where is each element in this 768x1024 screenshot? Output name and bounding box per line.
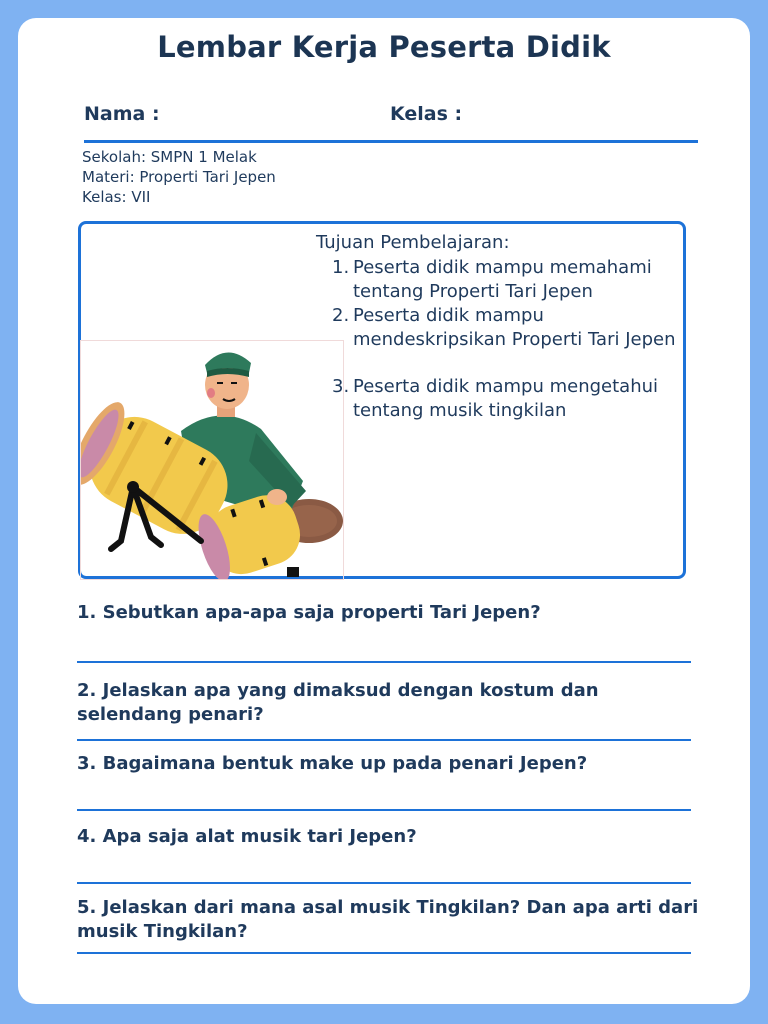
kelas-label: Kelas : [390,103,463,125]
info-kelas: Kelas: VII [82,188,151,206]
answer-line-3[interactable] [77,809,691,811]
objective-number: 2. [332,305,350,326]
answer-line-4[interactable] [77,882,691,884]
learning-objectives-title: Tujuan Pembelajaran: [316,232,510,253]
page-title: Lembar Kerja Peserta Didik [157,30,611,64]
objective-text: Peserta didik mampu mendeskripsikan Properti Tari Jepen [353,305,676,350]
name-class-underline [84,140,698,143]
answer-line-5[interactable] [77,952,691,954]
drummer-icon [81,341,344,580]
objective-text: Peserta didik mampu memahami tentang Properti Tari Jepen [353,257,652,302]
info-materi: Materi: Properti Tari Jepen [82,168,276,186]
question-3: 3. Bagaimana bentuk make up pada penari Jepen? [77,753,588,774]
objective-number: 3. [332,376,350,397]
question-4: 4. Apa saja alat musik tari Jepen? [77,826,417,847]
answer-line-1[interactable] [77,661,691,663]
question-2: 2. Jelaskan apa yang dimaksud dengan kostum dan selendang penari? [77,680,599,725]
question-5: 5. Jelaskan dari mana asal musik Tingkilan? Dan apa arti dari musik Tingkilan? [77,897,699,942]
objective-text: Peserta didik mampu mengetahui tentang musik tingkilan [353,376,659,421]
objective-number: 1. [332,257,350,278]
drummer-illustration [80,340,344,580]
answer-line-2[interactable] [77,739,691,741]
question-1: 1. Sebutkan apa-apa saja properti Tari Jepen? [77,602,541,623]
nama-label: Nama : [84,103,160,125]
info-sekolah: Sekolah: SMPN 1 Melak [82,148,257,166]
